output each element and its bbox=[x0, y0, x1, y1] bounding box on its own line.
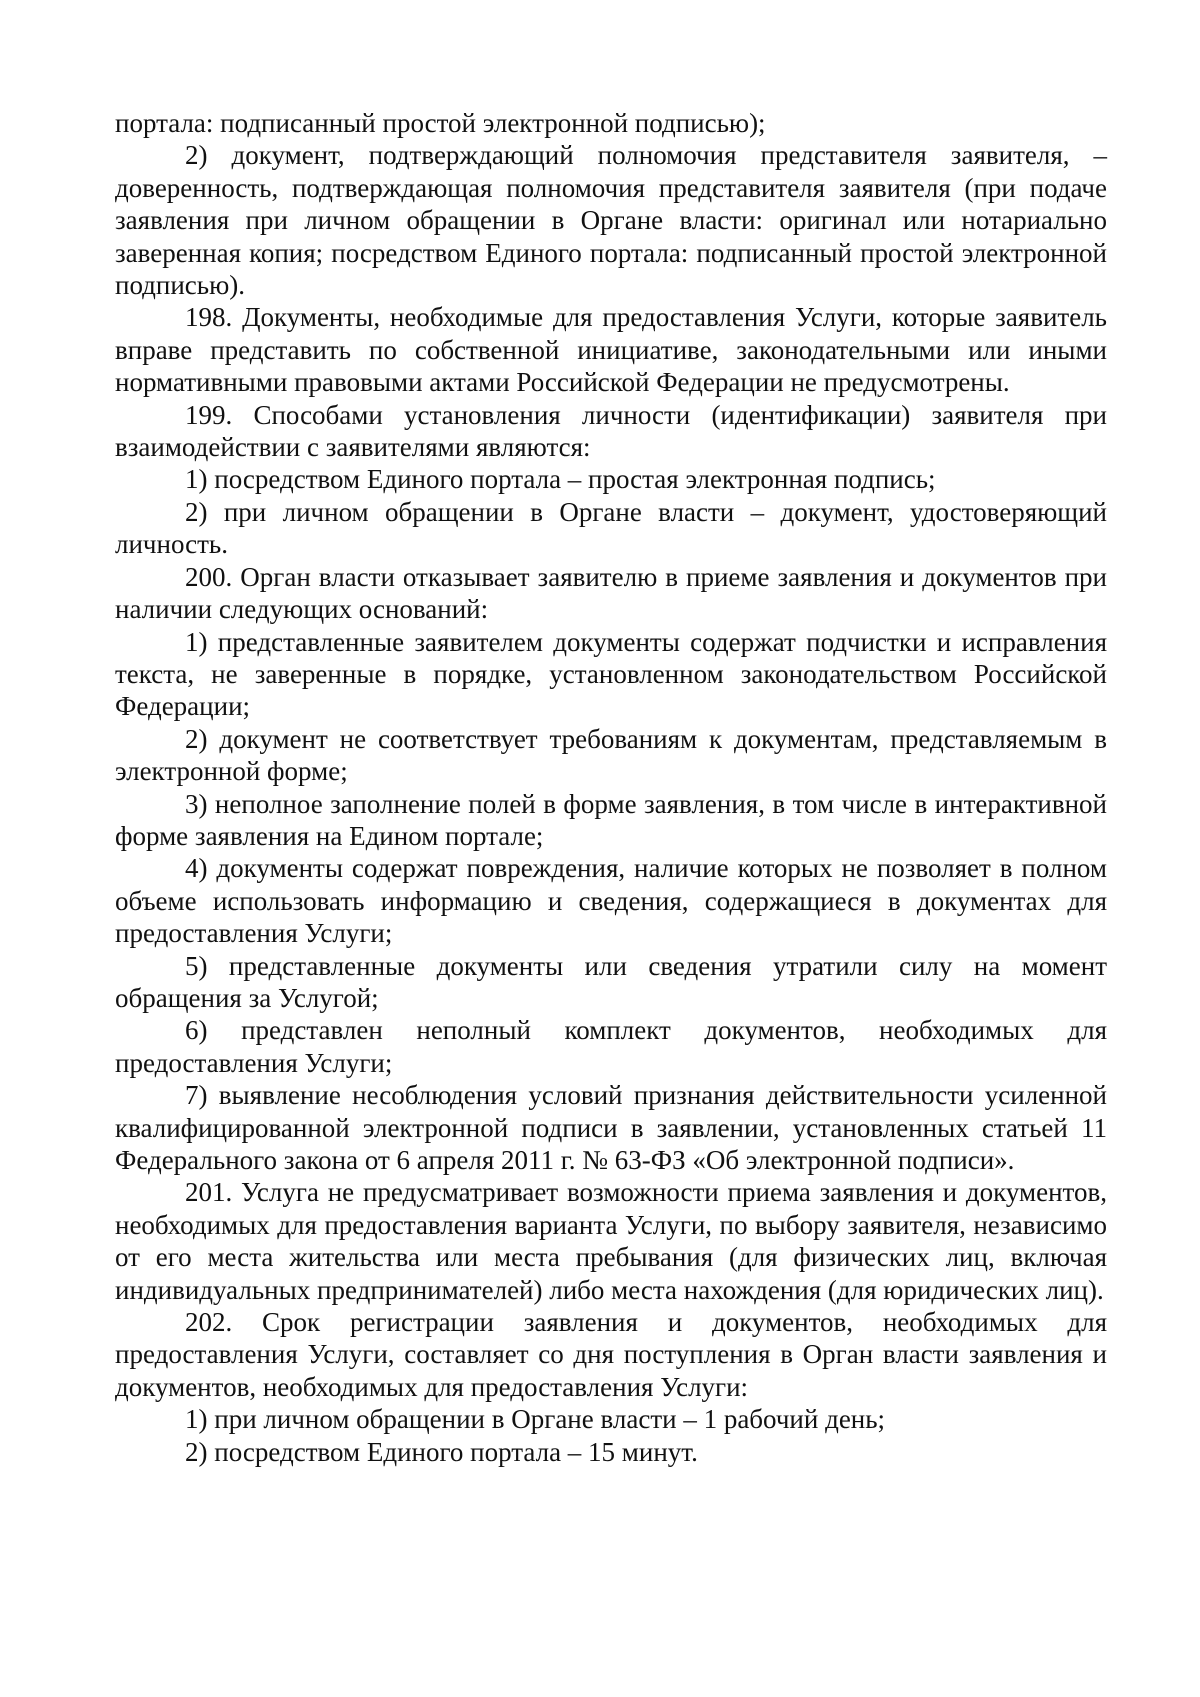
paragraph-200-item-6: 6) представлен неполный комплект документов, необходимых для предоставления Услуги; bbox=[115, 1015, 1107, 1078]
paragraph-198: 198. Документы, необходимые для предоставления Услуги, которые заявитель вправе представить по собственной инициативе, законодательными или иными нормативными правовыми актами Российской Федерации не предусмотрены. bbox=[115, 302, 1107, 398]
document-page bbox=[115, 107, 1107, 1468]
paragraph-200: 200. Орган власти отказывает заявителю в приеме заявления и документов при наличии следующих оснований: bbox=[115, 561, 1107, 625]
paragraph-continuation: портала: подписанный простой электронной подписью); bbox=[115, 108, 766, 138]
paragraph-202: 202. Срок регистрации заявления и документов, необходимых для предоставления Услуги, составляет со дня поступления в Орган власти заявления и документов, необходимых для предоставления Услуги: bbox=[115, 1307, 1107, 1402]
paragraph-200-item-4: 4) документы содержат повреждения, наличие которых не позволяет в полном объеме использовать информацию и сведения, содержащиеся в документах для предоставления Услуги; bbox=[115, 853, 1107, 949]
paragraph-202-item-2: 2) посредством Единого портала – 15 минут. bbox=[185, 1436, 698, 1467]
paragraph-200-item-7: 7) выявление несоблюдения условий признания действительности усиленной квалифицированной электронной подписи в заявлении, установленных статьей 11 Федерального закона от 6 апреля 2011 г. № 63-ФЗ «Об электронной подписи». bbox=[115, 1080, 1107, 1175]
paragraph-199: 199. Способами установления личности (идентификации) заявителя при взаимодействии с заявителями являются: bbox=[115, 399, 1107, 463]
paragraph-200-item-1: 1) представленные заявителем документы содержат подчистки и исправления текста, не заверенные в порядке, установленном законодательством Российской Федерации; bbox=[115, 626, 1107, 722]
paragraph-201: 201. Услуга не предусматривает возможности приема заявления и документов, необходимых для предоставления варианта Услуги, по выбору заявителя, независимо от его места жительства или места пребывания (для физических лиц, включая индивидуальных предпринимателей) либо места нахождения (для юридических лиц). bbox=[115, 1177, 1107, 1305]
paragraph-202-item-1: 1) при личном обращении в Органе власти – 1 рабочий день; bbox=[185, 1404, 886, 1435]
paragraph-199-item-2: 2) при личном обращении в Органе власти – документ, удостоверяющий личность. bbox=[115, 496, 1107, 560]
paragraph-item-2-power-of-attorney: 2) документ, подтверждающий полномочия представителя заявителя, – доверенность, подтверждающая полномочия представителя заявителя (при подаче заявления при личном обращении в Органе власти: оригинал или нотариально заверенная копия; посредством Единого портала: подписанный простой электронной подписью). bbox=[115, 140, 1107, 301]
paragraph-199-item-1: 1) посредством Единого портала – простая электронная подпись; bbox=[185, 464, 936, 495]
paragraph-200-item-3: 3) неполное заполнение полей в форме заявления, в том числе в интерактивной форме заявления на Едином портале; bbox=[115, 788, 1107, 851]
paragraph-200-item-2: 2) документ не соответствует требованиям к документам, представляемым в электронной форме; bbox=[115, 723, 1107, 787]
paragraph-200-item-5: 5) представленные документы или сведения утратили силу на момент обращения за Услугой; bbox=[115, 950, 1107, 1013]
